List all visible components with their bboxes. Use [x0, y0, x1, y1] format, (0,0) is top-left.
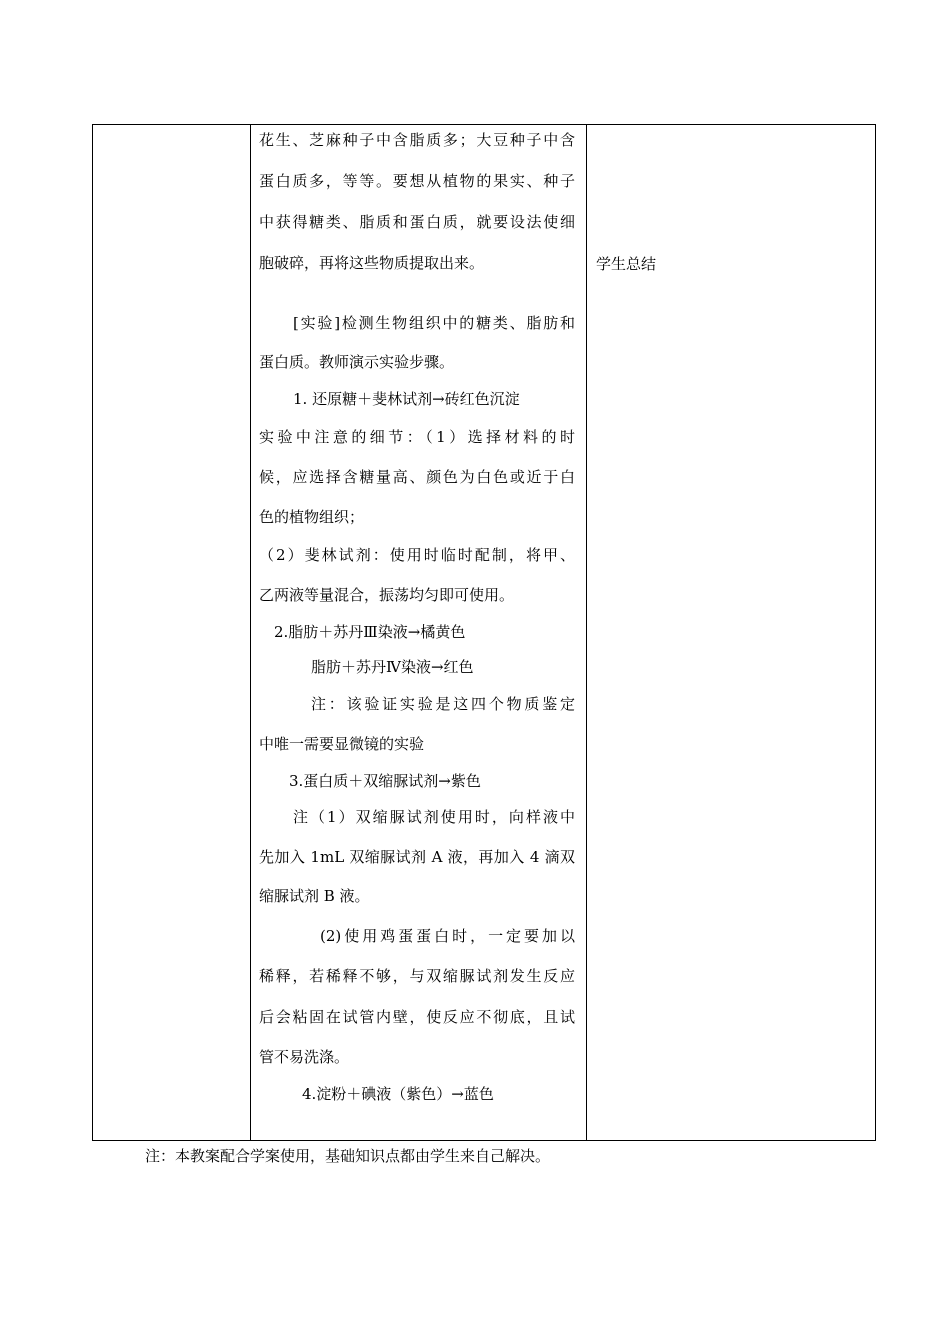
text-line: 后会粘固在试管内壁，使反应不彻底，且试 — [259, 1008, 575, 1026]
text-line: 管不易洗涤。 — [259, 1048, 350, 1066]
text-line: 候，应选择含糖量高、颜色为白色或近于白 — [259, 468, 575, 486]
text-line: 2.脂肪＋苏丹Ⅲ染液→橘黄色 — [274, 623, 466, 641]
text-line: 中唯一需要显微镜的实验 — [259, 735, 425, 753]
student-summary-label: 学生总结 — [596, 255, 657, 273]
column-divider-right — [586, 125, 587, 1140]
lesson-table — [92, 124, 876, 1141]
text-line: [实验]检测生物组织中的糖类、脂肪和 — [293, 314, 575, 332]
text-line: 缩脲试剂 B 液。 — [259, 887, 370, 905]
column-divider-left — [250, 125, 251, 1140]
text-line: 花生、芝麻种子中含脂质多；大豆种子中含 — [259, 131, 575, 149]
text-line: 注（1）双缩脲试剂使用时，向样液中 — [293, 808, 575, 826]
text-line: 注：该验证实验是这四个物质鉴定 — [311, 695, 575, 713]
text-line: 3.蛋白质＋双缩脲试剂→紫色 — [289, 772, 481, 790]
text-line: 实验中注意的细节：（1）选择材料的时 — [259, 428, 575, 446]
text-line: 中获得糖类、脂质和蛋白质，就要设法使细 — [259, 213, 575, 231]
text-line: 1. 还原糖＋斐林试剂→砖红色沉淀 — [293, 390, 520, 408]
text-line: 脂肪＋苏丹Ⅳ染液→红色 — [311, 658, 474, 676]
text-line: (2)使用鸡蛋蛋白时，一定要加以 — [320, 927, 575, 945]
text-line: 4.淀粉＋碘液（紫色）→蓝色 — [302, 1085, 494, 1103]
text-line: 稀释，若稀释不够，与双缩脲试剂发生反应 — [259, 967, 575, 985]
text-line: （2）斐林试剂：使用时临时配制，将甲、 — [259, 546, 575, 564]
text-line: 先加入 1mL 双缩脲试剂 A 液，再加入 4 滴双 — [259, 848, 575, 866]
text-line: 蛋白质。教师演示实验步骤。 — [259, 353, 455, 371]
text-line: 色的植物组织； — [259, 508, 365, 526]
text-line: 胞破碎，再将这些物质提取出来。 — [259, 254, 485, 272]
footer-note: 注：本教案配合学案使用，基础知识点都由学生来自己解决。 — [145, 1147, 551, 1165]
text-line: 蛋白质多，等等。要想从植物的果实、种子 — [259, 172, 575, 190]
text-line: 乙两液等量混合，振荡均匀即可使用。 — [259, 586, 515, 604]
